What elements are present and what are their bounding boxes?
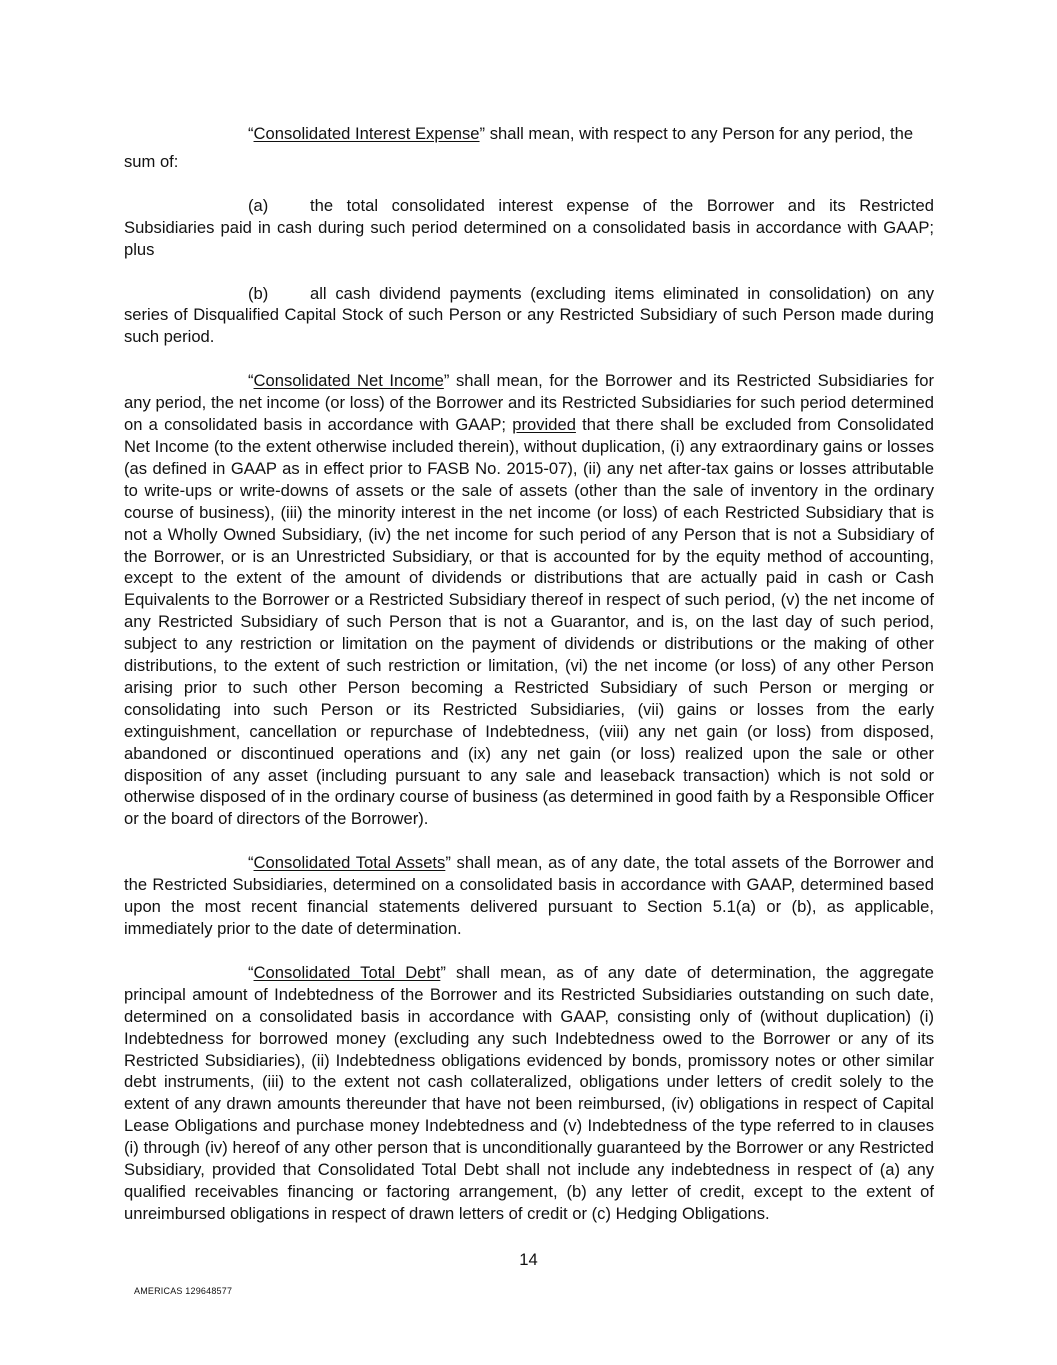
close-quote: ” [440,962,446,982]
defined-term: Consolidated Interest Expense [253,124,480,143]
document-body [124,123,934,1247]
clause-label: (a) [248,195,269,215]
clause-b [124,283,934,349]
definition-text: shall mean, for the Borrower and its Restricted Subsidiaries for any period, the net income (or loss) of the Borrower and its Restricted Subsidiaries for such period determined on a consolidated basis in accordance with GAAP; [124,371,935,435]
clause-label: (b) [248,283,269,303]
close-quote: ” [445,853,451,873]
close-quote: ” [443,371,450,391]
definition-text: shall mean, as of any date of determination, the aggregate principal amount of Indebtedness of the Borrower and its Restricted Subsidiaries outstanding on such date, determined on a consolidated basis in accordance with GAAP, consisting only of (without duplication) (i) Indebtedness for borrowed money (excluding any such Indebtedness owed to the Borrower or any of its Restricted Subsidiaries), (ii) Indebtedness obligations evidenced by bonds, promissory notes or other similar debt instruments, (iii) to the extent not cash collateralized, obligations under letters of credit solely to the extent of any drawn amounts thereunder that have not been reimbursed, (iv) obligations in respect of Capital Lease Obligations and purchase money Indebtedness and (v) Indebtedness of the type referred to in clauses (i) through (iv) hereof of any other person that is unconditionally guaranteed by the Borrower or any Restricted Subsidiary, provided that Consolidated Total Debt shall not include any indebtedness in respect of (a) any qualified receivables financing or factoring arrangement, (b) any letter of credit, except to the extent of unreimbursed obligations in respect of drawn letters of credit or (c) Hedging Obligations. [124,962,935,1223]
open-quote: “ [248,962,254,982]
definition-continuation: sum of: [124,151,179,171]
close-quote: ” [479,124,486,143]
open-quote: “ [248,853,254,873]
defined-term: Consolidated Total Debt [253,962,441,982]
definition-text: shall mean, as of any date, the total assets of the Borrower and the Restricted Subsidiaries, determined on a consolidated basis in accordance with GAAP, determined based upon the most recent financial statements delivered pursuant to Section 5.1(a) or (b), as applicable, immediately prior to the date of determination. [124,853,934,938]
clause-a [124,195,934,261]
defined-term: Consolidated Total Assets [253,853,446,873]
definition-text: that there shall be excluded from Consolidated Net Income (to the extent otherwise included therein), without duplication, (i) any extraordinary gains or losses (as defined in GAAP as in effect prior to FASB No. 2015-07), (ii) any net after-tax gains or losses attributable to write-ups or write-downs of assets or the sale of assets (other than the sale of inventory in the ordinary course of business), (iii) the minority interest in the net income (or loss) of each Restricted Subsidiary that is not a Wholly Owned Subsidiary, (iv) the net income for such period of any Person that is not a Subsidiary of the Borrower, or is an Unrestricted Subsidiary, or that is accounted for by the equity method of accounting, except to the extent of the amount of dividends or distributions that are actually paid in cash or Cash Equivalents to the Borrower or a Restricted Subsidiary thereof in respect of such period, (v) the net income of any Restricted Subsidiary of such Person that is not a Guarantor, and is, on the last day of such period, subject to any restriction or limitation on the payment of dividends or distributions or the making of other distributions, to the extent of such restriction or limitation, (vi) the net income (or loss) of any other Person arising prior to such other Person becoming a Restricted Subsidiary of such Person or merging or consolidating into such Person or its Restricted Subsidiaries, (vii) gains or losses from the early extinguishment, cancellation or repurchase of Indebtedness, (viii) any net gain (or loss) from disposed, abandoned or discontinued operations and (ix) any net gain (or loss) realized upon the sale or other disposition of any asset (including pursuant to any sale and leaseback transaction) which is not sold or otherwise disposed of in the ordinary course of business (as determined in good faith by a Responsible Officer or the board of directors of the Borrower). [124,415,934,829]
clause-text: all cash dividend payments (excluding items eliminated in consolidation) on any series of Disqualified Capital Stock of such Person or any Restricted Subsidiary of such Person made during such period. [124,283,934,347]
page-number: 14 [519,1250,538,1269]
provided-term: provided [512,415,576,435]
definition-consolidated-net-income [124,370,934,830]
clause-text: the total consolidated interest expense of the Borrower and its Restricted Subsidiaries paid in cash during such period determined on a consolidated basis in accordance with GAAP; plus [124,195,934,259]
definition-consolidated-total-debt [124,962,934,1225]
defined-term: Consolidated Net Income [253,371,444,391]
document-id: AMERICAS 129648577 [134,1286,233,1296]
open-quote: “ [248,371,254,391]
definition-lead-line [124,123,934,145]
definition-consolidated-interest-expense [124,123,934,173]
definition-text: shall mean, with respect to any Person for any period, the [485,124,914,143]
open-quote: “ [248,124,254,143]
definition-consolidated-total-assets [124,852,934,940]
